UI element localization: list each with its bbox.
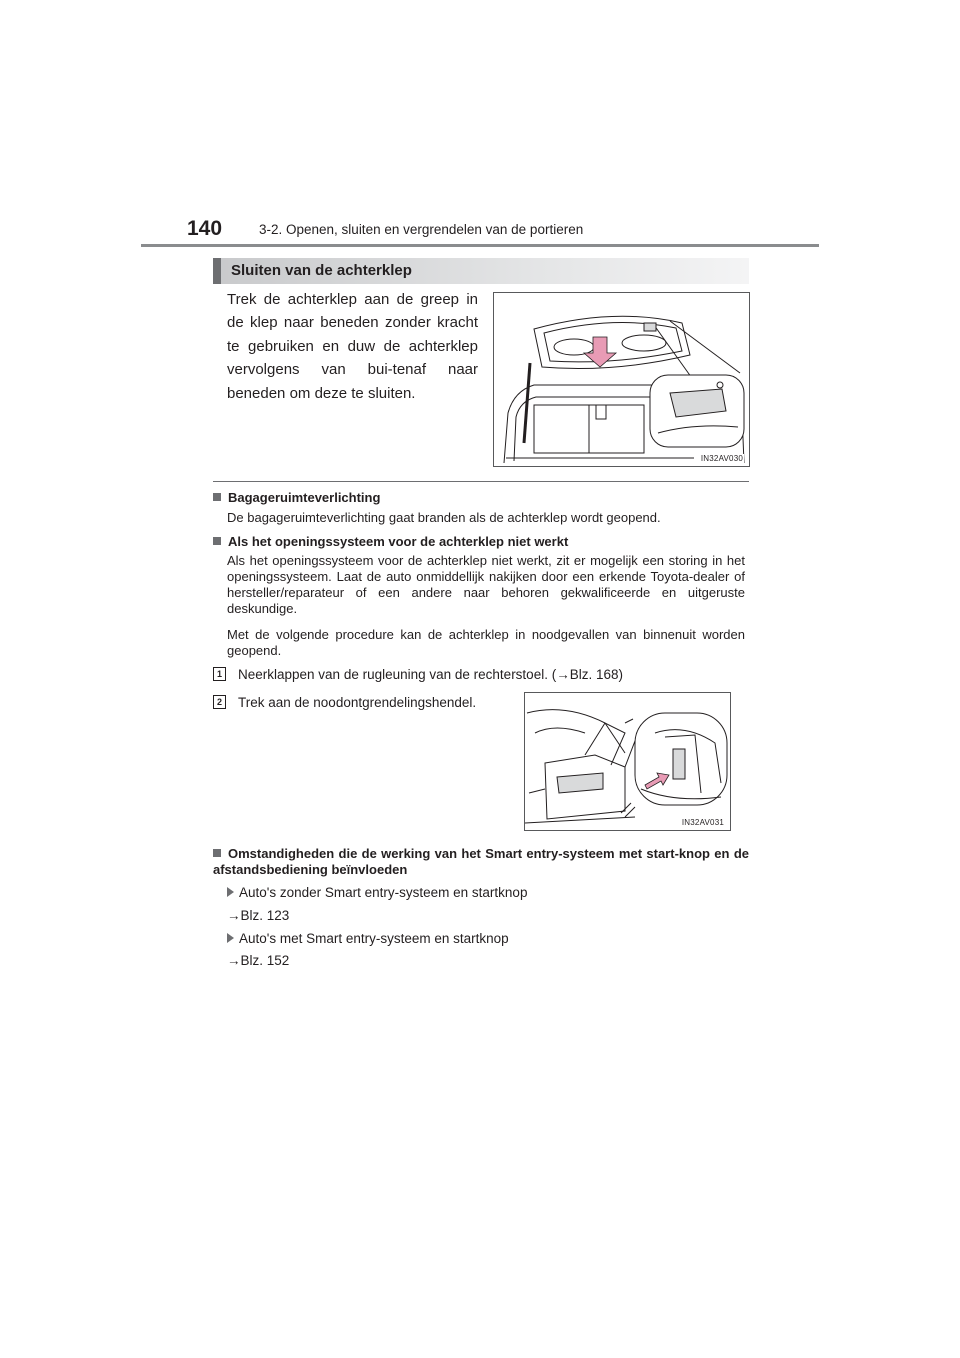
- note-body-procedure: Met de volgende procedure kan de achterklep in noodgevallen van binnenuit worden geopend.: [227, 627, 745, 658]
- square-bullet-icon: [213, 493, 221, 501]
- page-number: 140: [187, 217, 223, 240]
- link-item-without-smart-entry: Auto's zonder Smart entry-systeem en startknop: [227, 885, 527, 901]
- page-reference-link[interactable]: →Blz. 152: [227, 953, 290, 968]
- square-bullet-icon: [213, 537, 221, 545]
- triangle-bullet-icon: [227, 933, 234, 943]
- release-lever-figure: [524, 692, 731, 831]
- note-heading-luggage-light: Bagageruimteverlichting: [213, 490, 380, 506]
- chapter-title: 3-2. Openen, sluiten en vergrendelen van de portieren: [259, 222, 584, 237]
- figure-code: IN32AV031: [681, 818, 724, 827]
- note-heading-opening-system: Als het openingssysteem voor de achterklep niet werkt: [213, 534, 568, 550]
- note-heading-smart-entry: Omstandigheden die de werking van het Smart entry-systeem met start-knop en de afstandsbediening beïnvloeden: [213, 846, 749, 877]
- section-divider: [213, 481, 749, 482]
- section-heading: Sluiten van de achterklep: [213, 258, 749, 284]
- step-text: Trek aan de noodontgrendelingshendel.: [238, 695, 477, 710]
- step-number: 2: [213, 695, 226, 709]
- header-rule: [141, 244, 819, 247]
- release-lever-illustration: [525, 693, 730, 830]
- triangle-bullet-icon: [227, 887, 234, 897]
- intro-text: Trek de achterklep aan de greep in de klep naar beneden zonder kracht te gebruiken en duw de achterklep vervolgens van bui-tenaf naar beneden om deze te sluiten.: [227, 291, 478, 402]
- trunk-closing-figure: [493, 292, 750, 467]
- figure-code: IN32AV030: [700, 454, 743, 463]
- step-text: Neerklappen van de rugleuning van de rechterstoel. (→Blz. 168): [238, 667, 623, 682]
- link-item-with-smart-entry: Auto's met Smart entry-systeem en startknop: [227, 931, 509, 947]
- step-number: 1: [213, 667, 226, 681]
- trunk-illustration: [494, 293, 749, 466]
- note-body-opening-system: Als het openingssysteem voor de achterklep niet werkt, zit er mogelijk een storing in het openingssysteem. Laat de auto onmiddellijk nakijken door een erkende Toyota-dealer of hersteller/reparateur of een andere naar behoren gekwalificeerde en uitgeruste deskundige.: [227, 553, 745, 616]
- page-reference-link[interactable]: →Blz. 123: [227, 908, 290, 923]
- note-body-luggage-light: De bagageruimteverlichting gaat branden als de achterklep wordt geopend.: [227, 510, 661, 525]
- square-bullet-icon: [213, 849, 221, 857]
